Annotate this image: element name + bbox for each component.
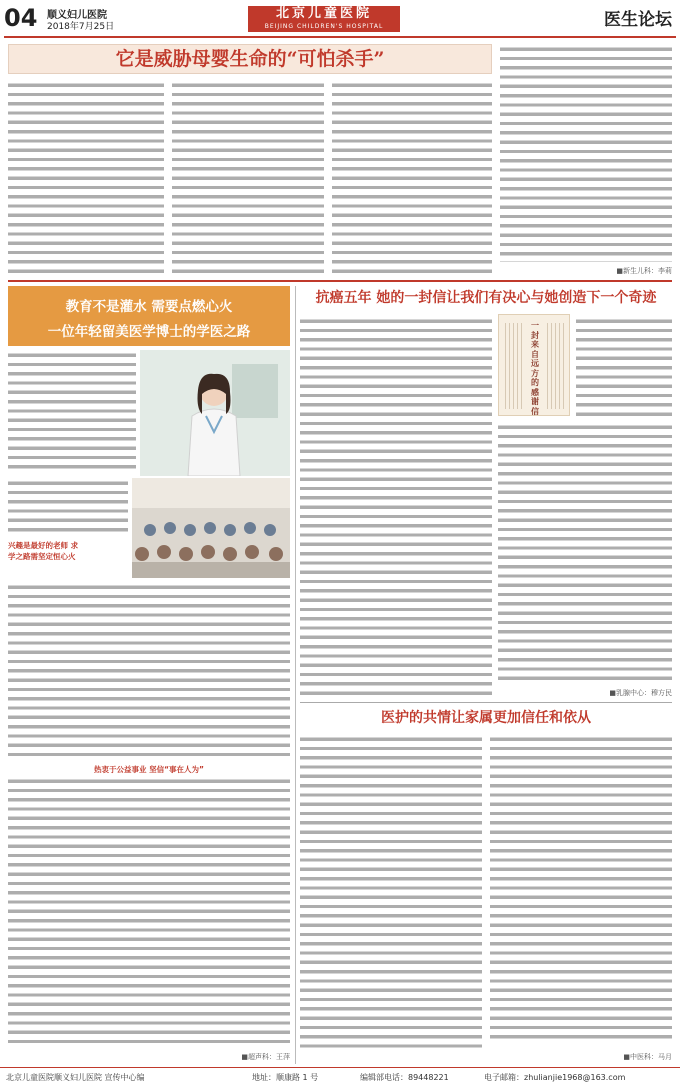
top-story-headline: 它是威胁母婴生命的“可怕杀手”	[8, 44, 492, 74]
column-divider	[295, 286, 296, 1064]
section-title: 医生论坛	[604, 10, 672, 30]
footer-phone: 编辑部电话：89448221	[360, 1073, 449, 1082]
top-story-column-3	[332, 80, 492, 276]
feature-subhead-1-line-1: 兴趣是最好的老师 求	[8, 541, 79, 550]
top-story-text	[500, 44, 672, 262]
logo-cn: 北京儿童医院	[275, 6, 372, 21]
hospital-logo	[248, 6, 400, 32]
feature-text-block	[8, 478, 128, 536]
cancer-story-byline: ■乳腺中心：穆方民	[609, 689, 672, 697]
trust-story-column-2	[490, 734, 672, 1040]
doctor-illustration	[140, 350, 290, 476]
cancer-story-column-1	[300, 316, 492, 698]
doctor-photo	[140, 350, 290, 476]
top-story-column-1	[8, 80, 164, 276]
feature-intro-text	[8, 350, 136, 470]
cancer-story-column-2-top	[576, 316, 672, 418]
letter-handwriting-2	[547, 323, 565, 409]
divider-2	[300, 702, 672, 703]
divider	[8, 280, 672, 282]
letter-caption: 一封来自远方的感谢信	[531, 320, 539, 416]
top-story-byline: ■新生儿科：李莉	[616, 267, 672, 275]
feature-body-2	[8, 776, 290, 1048]
top-story-column-2	[172, 80, 324, 276]
footer-address: 地址：顺康路 1 号	[252, 1073, 319, 1082]
paper-name: 顺义妇儿医院	[47, 10, 107, 21]
trust-story-byline: ■中医科：马月	[623, 1053, 672, 1061]
feature-byline: ■超声科：王萍	[241, 1053, 290, 1061]
cancer-story-column-2	[498, 422, 672, 684]
masthead-rule	[4, 36, 676, 38]
feature-subhead-1	[8, 540, 130, 562]
feature-headline	[8, 286, 290, 346]
trust-story-headline: 医护的共情让家属更加信任和依从	[381, 710, 591, 726]
letter-handwriting	[505, 323, 523, 409]
issue-date: 2018年7月25日	[47, 22, 115, 32]
page-number: 04	[4, 4, 38, 32]
top-story-column-4	[500, 44, 672, 278]
lecture-photo	[132, 478, 290, 578]
feature-headline-2: 一位年轻留美医学博士的学医之路	[47, 324, 251, 340]
letter-image	[498, 314, 570, 416]
footer	[0, 1067, 680, 1085]
feature-headline-1: 教育不是灌水 需要点燃心火	[65, 299, 233, 315]
footer-email: 电子邮箱：zhulianjie1968@163.com	[484, 1073, 626, 1082]
logo-en: BEIJING CHILDREN'S HOSPITAL	[264, 23, 384, 30]
masthead	[0, 0, 680, 40]
lecture-illustration	[132, 478, 290, 578]
trust-story-column-1	[300, 734, 482, 1050]
feature-body-1	[8, 582, 290, 760]
feature-subhead-2: 热衷于公益事业 坚信“事在人为”	[94, 765, 204, 774]
footer-publisher: 北京儿童医院顺义妇儿医院 宣传中心编	[6, 1073, 145, 1082]
feature-subhead-1-line-2: 学之路需坚定恒心火	[8, 552, 76, 561]
cancer-story-headline: 抗癌五年 她的一封信让我们有决心与她创造下一个奇迹	[315, 290, 657, 306]
